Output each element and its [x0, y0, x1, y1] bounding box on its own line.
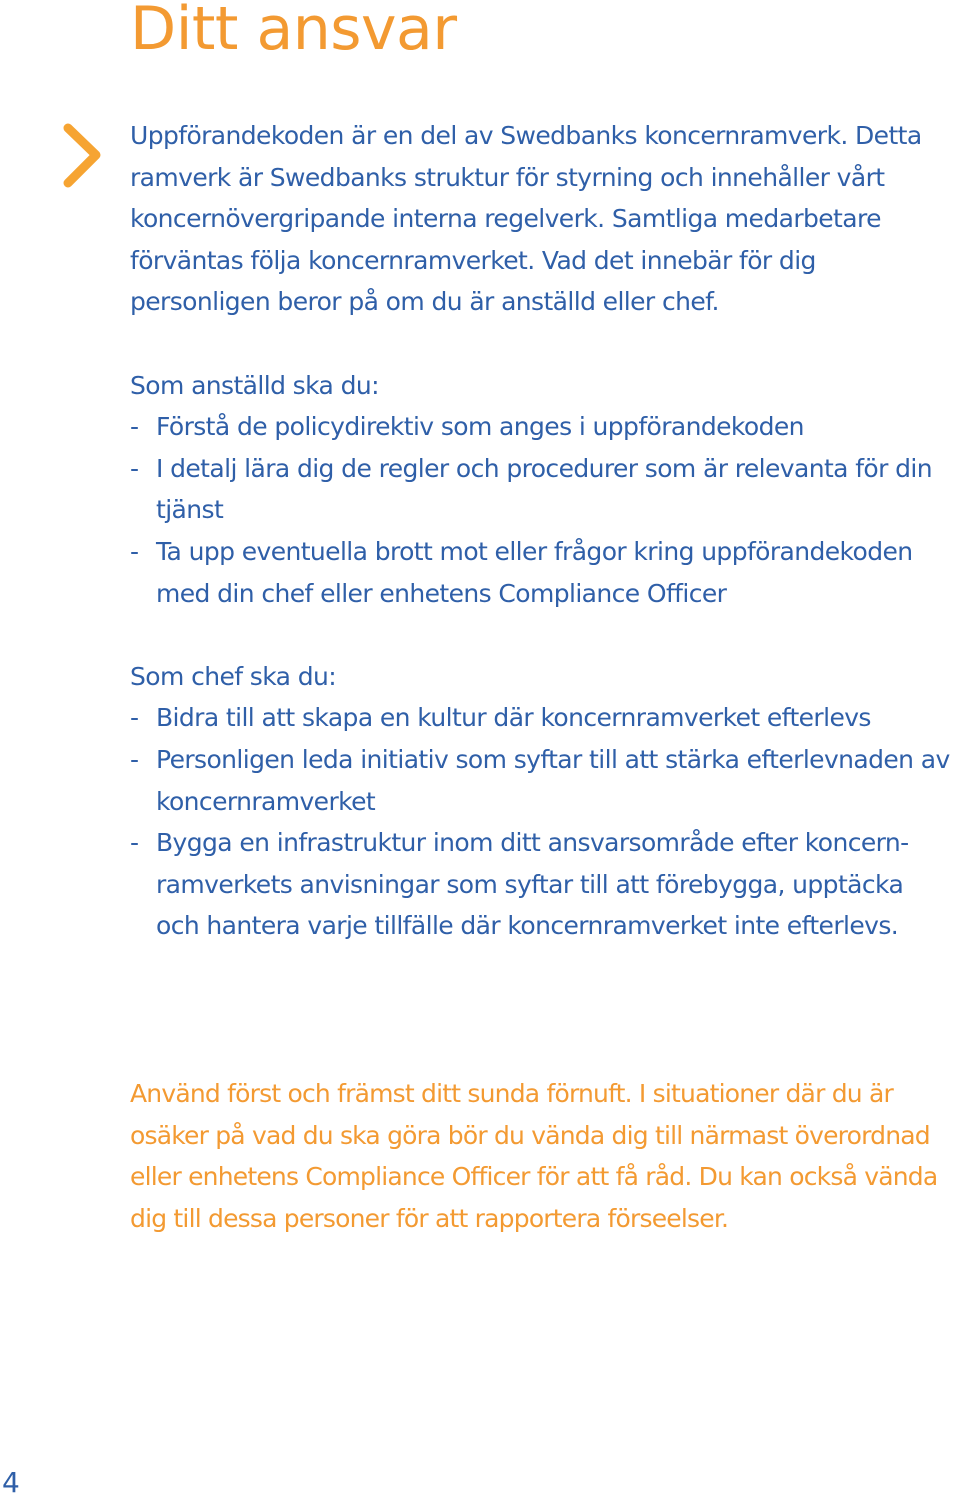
list-item	[130, 697, 950, 739]
list-item-text: Ta upp eventuella brott mot eller frågor kring uppförandekoden med din chef eller enhetens Compliance Officer	[156, 536, 913, 608]
list-item-text: Bygga en infrastruktur inom ditt ansvarsområde efter koncern-ramverkets anvisningar som syftar till att förebygga, upptäcka och hantera varje tillfälle där koncernramverket inte efterlevs.	[156, 828, 909, 941]
list-dash: -	[130, 412, 139, 442]
list-dash: -	[130, 744, 139, 774]
list-item-text: I detalj lära dig de regler och procedurer som är relevanta för din tjänst	[156, 453, 933, 525]
list-item-text: Personligen leda initiativ som syftar till att stärka efterlevnaden av koncernramverket	[156, 744, 950, 816]
manager-list	[130, 697, 950, 947]
list-item	[130, 531, 950, 614]
list-dash: -	[130, 828, 139, 858]
list-item-text: Bidra till att skapa en kultur där koncernramverket efterlevs	[156, 703, 871, 733]
page-title: Ditt ansvar	[130, 0, 457, 64]
arrow-right-icon	[26, 122, 106, 190]
manager-section	[130, 656, 950, 947]
employee-section	[130, 365, 950, 615]
body-content	[130, 115, 950, 947]
list-dash: -	[130, 453, 139, 483]
manager-heading: Som chef ska du:	[130, 661, 337, 691]
highlight-paragraph: Använd först och främst ditt sunda förnuft. I situationer där du är osäker på vad du ska göra bör du vända dig till närmast överordnad eller enhetens Compliance Officer för att få råd. Du kan också vända dig till dessa personer för att rapportera förseelser.	[130, 1079, 938, 1233]
employee-heading: Som anställd ska du:	[130, 370, 379, 400]
intro-paragraph: Uppförandekoden är en del av Swedbanks koncernramverk. Detta ramverk är Swedbanks struktur för styrning och innehåller vårt koncernövergripande interna regelverk. Samtliga medarbetare förväntas följa koncernramverket. Vad det innebär för dig personligen beror på om du är anställd eller chef.	[130, 121, 922, 317]
list-dash: -	[130, 536, 139, 566]
page-number: 4	[2, 1466, 20, 1499]
list-dash: -	[130, 703, 139, 733]
list-item-text: Förstå de policydirektiv som anges i uppförandekoden	[156, 412, 804, 442]
employee-list	[130, 406, 950, 614]
list-item	[130, 739, 950, 822]
list-item	[130, 406, 950, 448]
list-item	[130, 448, 950, 531]
list-item	[130, 822, 950, 947]
